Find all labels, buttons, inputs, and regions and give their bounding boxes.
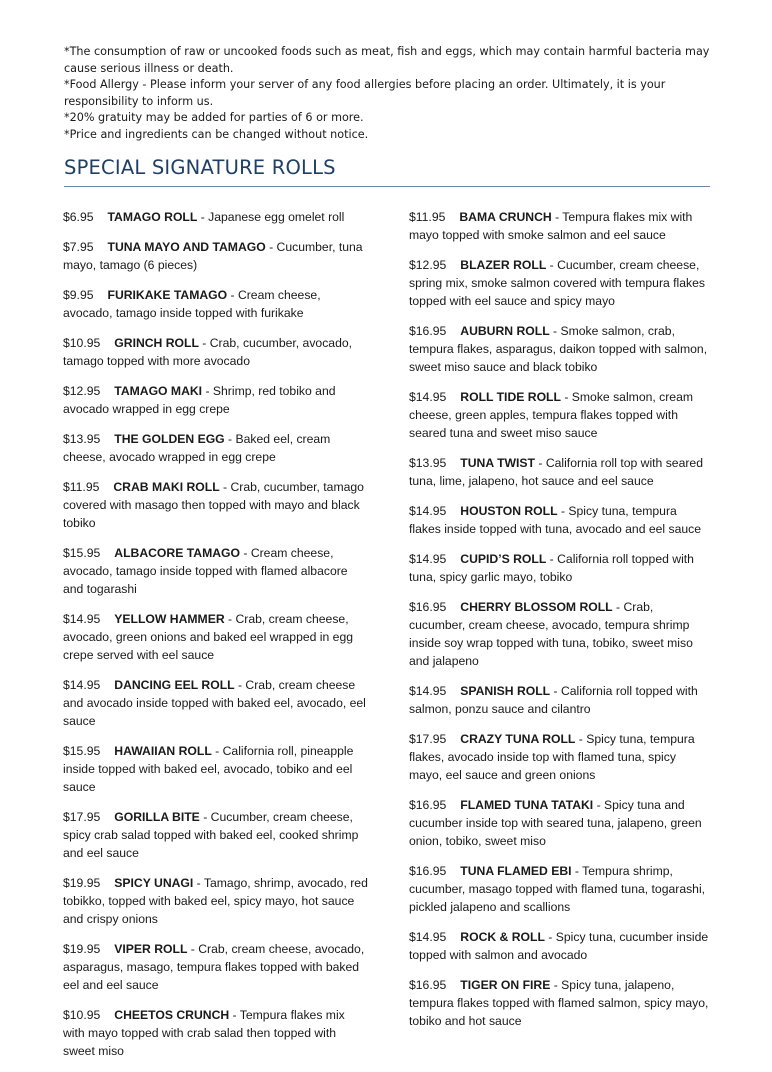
menu-item-description: - Tempura flakes mix with mayo topped with crab salad then topped with sweet miso <box>63 1008 345 1058</box>
menu-item-description: - Crab, cucumber, cream cheese, avocado, tempura shrimp inside soy wrap topped with tuna, tobiko, sweet miso and jalapeno <box>409 600 693 668</box>
menu-item-price: $19.95 <box>63 942 101 956</box>
menu-item-price: $15.95 <box>63 546 101 560</box>
menu-item-description: - Cucumber, cream cheese, spicy crab salad topped with baked eel, cooked shrimp and eel sauce <box>63 810 359 860</box>
menu-item-price: $12.95 <box>63 384 101 398</box>
menu-item-name: CHEETOS CRUNCH <box>114 1008 230 1022</box>
menu-item-name: TUNA FLAMED EBI <box>460 864 572 878</box>
menu-item-description: - California roll, pineapple inside topped with baked eel, avocado, tobiko and eel sauce <box>63 744 354 794</box>
menu-item-name: HAWAIIAN ROLL <box>114 744 212 758</box>
menu-item-description: - Cucumber, tuna mayo, tamago (6 pieces) <box>63 240 363 272</box>
menu-column-right <box>409 208 709 1042</box>
menu-item-price: $14.95 <box>409 930 447 944</box>
note-gratuity: *20% gratuity may be added for parties of 6 or more. <box>64 111 364 125</box>
menu-item-name: GORILLA BITE <box>114 810 200 824</box>
menu-column-left <box>63 208 369 1072</box>
menu-item <box>409 730 709 784</box>
menu-item-description: - Spicy tuna, cucumber inside topped with salmon and avocado <box>409 930 709 962</box>
menu-item-price: $13.95 <box>409 456 447 470</box>
menu-item-price: $11.95 <box>409 210 446 224</box>
menu-item-description: - Spicy tuna and cucumber inside top with seared tuna, jalapeno, green onion, tobiko, sweet miso <box>409 798 702 848</box>
menu-item <box>409 502 709 538</box>
menu-item <box>63 334 369 370</box>
menu-item-name: SPICY UNAGI <box>114 876 194 890</box>
menu-item <box>409 796 709 850</box>
menu-item-name: HOUSTON ROLL <box>460 504 558 518</box>
menu-item-name: TIGER ON FIRE <box>460 978 551 992</box>
title-divider <box>64 186 710 187</box>
menu-item-description: - Crab, cream cheese, avocado, asparagus, masago, tempura flakes topped with baked eel and eel sauce <box>63 942 365 992</box>
menu-item-description: - Crab, cream cheese, avocado, green onions and baked eel wrapped in egg crepe served with eel sauce <box>63 612 354 662</box>
menu-item-name: BLAZER ROLL <box>460 258 547 272</box>
menu-item-price: $16.95 <box>409 324 447 338</box>
menu-item-name: AUBURN ROLL <box>460 324 550 338</box>
menu-item-description: - Baked eel, cream cheese, avocado wrapped in egg crepe <box>63 432 331 464</box>
menu-item-price: $13.95 <box>63 432 101 446</box>
menu-item-name: DANCING EEL ROLL <box>114 678 235 692</box>
menu-item <box>63 478 369 532</box>
menu-item-price: $14.95 <box>63 612 101 626</box>
menu-item-name: VIPER ROLL <box>114 942 188 956</box>
menu-item-description: - Cream cheese, avocado, tamago inside topped with furikake <box>63 288 321 320</box>
menu-item <box>409 976 709 1030</box>
menu-item <box>63 544 369 598</box>
menu-item <box>409 862 709 916</box>
menu-item <box>409 256 709 310</box>
menu-item-price: $16.95 <box>409 798 447 812</box>
menu-item-name: ROCK & ROLL <box>460 930 545 944</box>
menu-item-price: $14.95 <box>63 678 101 692</box>
menu-item <box>63 238 369 274</box>
menu-item <box>63 874 369 928</box>
menu-item <box>63 808 369 862</box>
menu-item <box>63 676 369 730</box>
menu-item-price: $19.95 <box>63 876 101 890</box>
menu-item-description: - Smoke salmon, cream cheese, green apples, tempura flakes topped with seared tuna and sweet miso sauce <box>409 390 694 440</box>
menu-item <box>63 940 369 994</box>
menu-item-price: $14.95 <box>409 552 447 566</box>
menu-item <box>63 430 369 466</box>
menu-item-price: $14.95 <box>409 390 447 404</box>
menu-item-price: $11.95 <box>63 480 100 494</box>
menu-item-name: FLAMED TUNA TATAKI <box>460 798 594 812</box>
menu-item-description: - California roll top with seared tuna, lime, jalapeno, hot sauce and eel sauce <box>409 456 703 488</box>
menu-item <box>63 286 369 322</box>
menu-item <box>409 208 709 244</box>
menu-item-description: - Crab, cucumber, avocado, tamago topped with more avocado <box>63 336 353 368</box>
menu-item-description: - Crab, cream cheese and avocado inside topped with baked eel, avocado, eel sauce <box>63 678 366 728</box>
menu-item-description: - Crab, cucumber, tamago covered with masago then topped with mayo and black tobiko <box>63 480 364 530</box>
menu-item-price: $12.95 <box>409 258 447 272</box>
menu-item <box>409 598 709 670</box>
note-raw-food: *The consumption of raw or uncooked foods such as meat, fish and eggs, which may contain harmful bacteria may cause serious illness or death. <box>64 45 710 75</box>
menu-item-description: - Japanese egg omelet roll <box>197 210 345 224</box>
menu-item-name: TUNA MAYO AND TAMAGO <box>107 240 266 254</box>
section-title: SPECIAL SIGNATURE ROLLS <box>64 156 336 179</box>
menu-item-price: $16.95 <box>409 600 447 614</box>
menu-item <box>409 454 709 490</box>
menu-item-description: - Shrimp, red tobiko and avocado wrapped in egg crepe <box>63 384 336 416</box>
menu-item-description: - Spicy tuna, tempura flakes inside topped with tuna, avocado and eel sauce <box>409 504 702 536</box>
menu-item-price: $14.95 <box>409 504 447 518</box>
menu-item-name: ALBACORE TAMAGO <box>114 546 240 560</box>
note-food-allergy: *Food Allergy - Please inform your server of any food allergies before placing an order. Ultimately, it is your responsibility to inform us. <box>64 78 666 108</box>
menu-item <box>63 1006 369 1060</box>
menu-item-price: $14.95 <box>409 684 447 698</box>
menu-item-price: $10.95 <box>63 336 101 350</box>
menu-item-price: $7.95 <box>63 240 94 254</box>
menu-item-description: - Tamago, shrimp, avocado, red tobikko, topped with baked eel, spicy mayo, hot sauce and crispy onions <box>63 876 368 926</box>
menu-item-name: CRAZY TUNA ROLL <box>460 732 576 746</box>
menu-item-name: BAMA CRUNCH <box>459 210 552 224</box>
menu-item-name: YELLOW HAMMER <box>114 612 225 626</box>
menu-item-name: THE GOLDEN EGG <box>114 432 225 446</box>
menu-item-name: FURIKAKE TAMAGO <box>107 288 228 302</box>
menu-item <box>409 682 709 718</box>
menu-item <box>63 610 369 664</box>
menu-item-price: $9.95 <box>63 288 94 302</box>
menu-item-price: $10.95 <box>63 1008 101 1022</box>
menu-item <box>63 382 369 418</box>
menu-item <box>409 388 709 442</box>
menu-item-name: TAMAGO MAKI <box>114 384 203 398</box>
menu-item-price: $16.95 <box>409 978 447 992</box>
menu-item-price: $17.95 <box>409 732 447 746</box>
menu-item <box>63 208 369 226</box>
menu-item-description: - Spicy tuna, jalapeno, tempura flakes topped with flamed salmon, spicy mayo, tobiko and hot sauce <box>409 978 709 1028</box>
menu-item-description: - Spicy tuna, tempura flakes, avocado inside top with flamed tuna, spicy mayo, eel sauce and green onions <box>409 732 695 782</box>
menu-item-name: TAMAGO ROLL <box>107 210 198 224</box>
menu-item-price: $6.95 <box>63 210 94 224</box>
menu-item-name: CRAB MAKI ROLL <box>113 480 220 494</box>
menu-item-price: $16.95 <box>409 864 447 878</box>
menu-item-name: ROLL TIDE ROLL <box>460 390 561 404</box>
menu-item <box>409 928 709 964</box>
menu-item-description: - California roll topped with tuna, spicy garlic mayo, tobiko <box>409 552 694 584</box>
menu-item-description: - Cucumber, cream cheese, spring mix, smoke salmon covered with tempura flakes topped with eel sauce and spicy mayo <box>409 258 705 308</box>
menu-item-price: $17.95 <box>63 810 101 824</box>
menu-item <box>409 550 709 586</box>
menu-item-name: GRINCH ROLL <box>114 336 199 350</box>
menu-item <box>63 742 369 796</box>
menu-item-description: - Tempura shrimp, cucumber, masago topped with flamed tuna, togarashi, pickled jalapeno and scallions <box>409 864 706 914</box>
menu-item-description: - California roll topped with salmon, ponzu sauce and cilantro <box>409 684 698 716</box>
menu-item-name: SPANISH ROLL <box>460 684 551 698</box>
menu-item-description: - Cream cheese, avocado, tamago inside topped with flamed albacore and togarashi <box>63 546 348 596</box>
menu-item-name: CUPID’S ROLL <box>460 552 547 566</box>
menu-item <box>409 322 709 376</box>
menu-item-name: CHERRY BLOSSOM ROLL <box>460 600 613 614</box>
note-price-change: *Price and ingredients can be changed without notice. <box>64 127 369 141</box>
menu-item-description: - Smoke salmon, crab, tempura flakes, asparagus, daikon topped with salmon, sweet miso sauce and black tobiko <box>409 324 708 374</box>
menu-item-price: $15.95 <box>63 744 101 758</box>
menu-item-description: - Tempura flakes mix with mayo topped with smoke salmon and eel sauce <box>409 210 693 242</box>
disclaimer-notes <box>64 44 714 144</box>
menu-item-name: TUNA TWIST <box>460 456 535 470</box>
